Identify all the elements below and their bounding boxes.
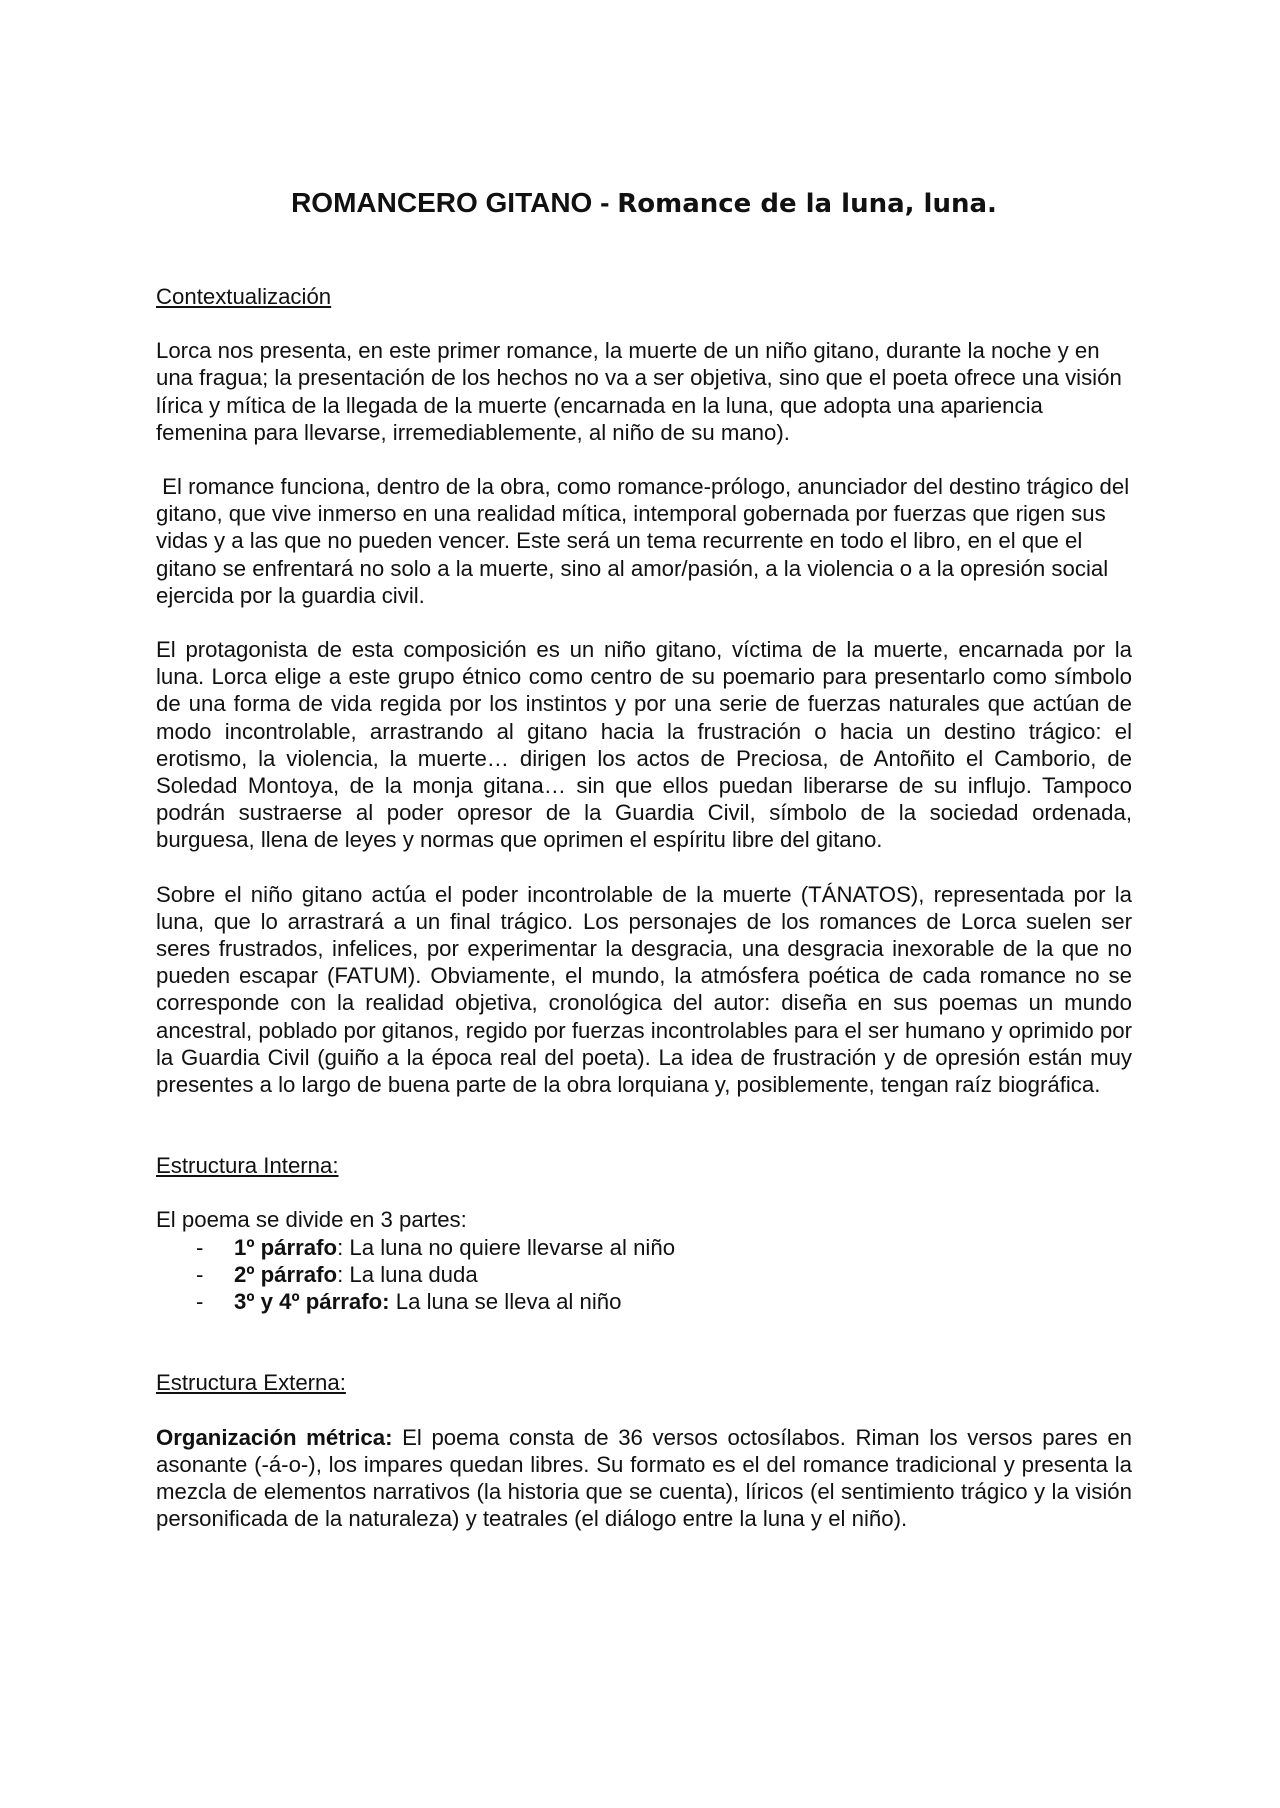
part-label: 2º párrafo	[234, 1261, 338, 1287]
title-main: ROMANCERO GITANO -	[291, 187, 618, 218]
metric-text: El poema consta de 36 versos octosílabos. Riman los versos pares en asonante (-á-o-), los impares quedan libres. Su formato es el del romance tradicional y presenta la mezcla de elementos narrativos (la historia que se cuenta), líricos (el sentimiento trágico y la visión personificada de la naturaleza) y teatrales (el diálogo entre la luna y el niño).	[156, 1424, 1132, 1532]
part-label: 1º párrafo	[234, 1234, 338, 1260]
document-content	[156, 186, 1136, 1532]
title-subtitle: Romance de la luna, luna.	[617, 189, 997, 219]
page-title	[156, 186, 1132, 221]
list-item	[156, 1234, 1132, 1261]
context-paragraph-3: El protagonista de esta composición es un niño gitano, víctima de la muerte, encarnada por la luna. Lorca elige a este grupo étnico como centro de su poemario para presentarlo como símbolo de una forma de vida regida por los instintos y por una serie de fuerzas naturales que actúan de modo incontrolable, arrastrando al gitano hacia la frustración o hacia un destino trágico: el erotismo, la violencia, la muerte… dirigen los actos de Preciosa, de Antoñito el Camborio, de Soledad Montoya, de la monja gitana… sin que ellos puedan liberarse de su influjo. Tampoco podrán sustraerse al poder opresor de la Guardia Civil, símbolo de la sociedad ordenada, burguesa, llena de leyes y normas que oprimen el espíritu libre del gitano.	[156, 637, 1132, 853]
list-dash: -	[196, 1261, 204, 1287]
context-paragraph-2: El romance funciona, dentro de la obra, como romance-prólogo, anunciador del destino trágico del gitano, que vive inmerso en una realidad mítica, intemporal gobernada por fuerzas que rigen sus vidas y a las que no pueden vencer. Este será un tema recurrente en todo el libro, en el que el gitano se enfrentará no solo a la muerte, sino al amor/pasión, a la violencia o a la opresión social ejercida por la guardia civil.	[156, 474, 1136, 608]
context-paragraph-4: Sobre el niño gitano actúa el poder incontrolable de la muerte (TÁNATOS), representada por la luna, que lo arrastrará a un final trágico. Los personajes de los romances de Lorca suelen ser seres frustrados, infelices, por experimentar la desgracia, una desgracia inexorable de la que no pueden escapar (FATUM). Obviamente, el mundo, la atmósfera poética de cada romance no se corresponde con la realidad objetiva, cronológica del autor: diseña en sus poemas un mundo ancestral, poblado por gitanos, regido por fuerzas incontrolables para el ser humano y oprimido por la Guardia Civil (guiño a la época real del poeta). La idea de frustración y de opresión están muy presentes a lo largo de buena parte de la obra lorquiana y, posiblemente, tengan raíz biográfica.	[156, 881, 1132, 1098]
parts-list	[156, 1234, 1132, 1316]
heading-estructura-externa: Estructura Externa:	[156, 1370, 346, 1396]
part-label: 3º y 4º párrafo:	[234, 1289, 390, 1315]
list-item	[156, 1261, 1132, 1288]
heading-estructura-interna: Estructura Interna:	[156, 1153, 339, 1179]
list-item	[156, 1288, 1132, 1315]
metric-label: Organización métrica:	[156, 1424, 393, 1450]
list-dash: -	[196, 1234, 204, 1260]
metric-paragraph	[156, 1424, 1132, 1533]
heading-contextualizacion: Contextualización	[156, 284, 332, 309]
internal-intro: El poema se divide en 3 partes:	[156, 1207, 467, 1233]
context-paragraph-1: Lorca nos presenta, en este primer romance, la muerte de un niño gitano, durante la noche y en una fragua; la presentación de los hechos no va a ser objetiva, sino que el poeta ofrece una visión lírica y mítica de la llegada de la muerte (encarnada en la luna, que adopta una apariencia femenina para llevarse, irremediablemente, al niño de su mano).	[156, 338, 1122, 445]
list-dash: -	[196, 1289, 204, 1315]
part-text: : La luna no quiere llevarse al niño	[337, 1234, 676, 1260]
part-text: : La luna duda	[337, 1261, 478, 1287]
part-text: La luna se lleva al niño	[389, 1289, 622, 1315]
